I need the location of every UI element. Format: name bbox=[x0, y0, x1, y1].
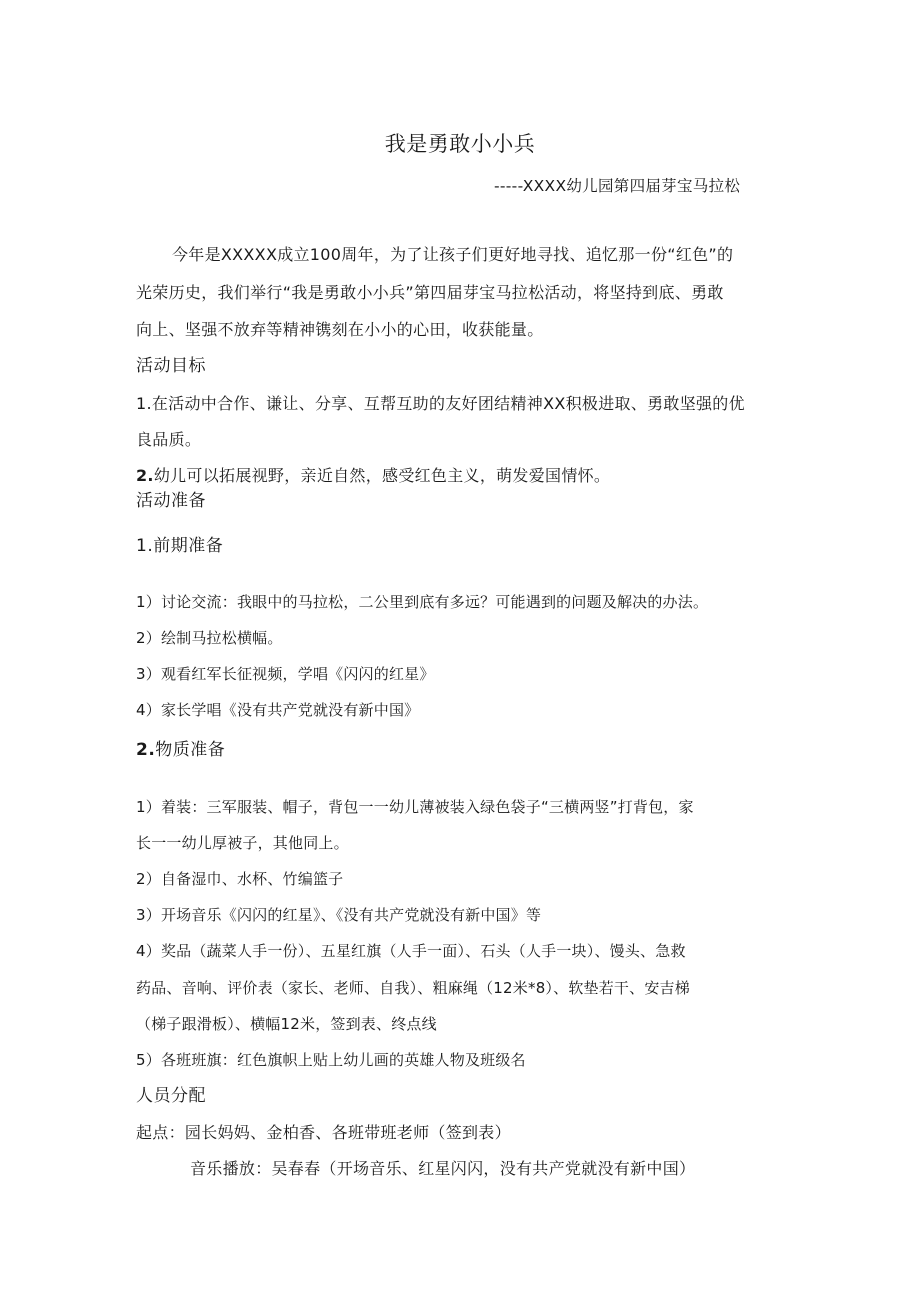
goal-2-number: 2. bbox=[136, 466, 154, 485]
prep-2-item-3: 3）开场音乐《闪闪的红星》、《没有共产党就没有新中国》等 bbox=[136, 906, 542, 924]
goal-1-line-1: 1.在活动中合作、谦让、分享、互帮互助的友好团结精神XX积极进取、勇敢坚强的优 bbox=[136, 394, 745, 413]
intro-line-2: 光荣历史，我们举行“我是勇敢小小兵”第四届芽宝马拉松活动，将坚持到底、勇敢 bbox=[136, 283, 724, 302]
prep-2-heading bbox=[136, 740, 225, 760]
prep-2-item-2: 2）自备湿巾、水杯、竹编篮子 bbox=[136, 870, 344, 888]
prep-2-number: 2. bbox=[136, 740, 156, 760]
goal-2-text: 幼儿可以拓展视野，亲近自然，感受红色主义，萌发爱国情怀。 bbox=[153, 466, 611, 485]
intro-line-3: 向上、坚强不放弃等精神镌刻在小小的心田，收获能量。 bbox=[136, 320, 544, 339]
prep-2-item-1b: 长一一幼儿厚被子，其他同上。 bbox=[136, 834, 349, 852]
prep-1-item-3: 3）观看红军长征视频，学唱《闪闪的红星》 bbox=[136, 665, 435, 683]
staff-line-1: 起点：园长妈妈、金柏香、各班带班老师（签到表） bbox=[136, 1123, 511, 1142]
goals-heading: 活动目标 bbox=[136, 356, 206, 376]
prep-2-text: 物质准备 bbox=[155, 740, 226, 760]
prep-heading: 活动准备 bbox=[136, 491, 206, 511]
prep-1-item-2: 2）绘制马拉松横幅。 bbox=[136, 629, 283, 647]
prep-2-item-5: 5）各班班旗：红色旗帜上贴上幼儿画的英雄人物及班级名 bbox=[136, 1051, 526, 1069]
intro-line-1: 今年是XXXXX成立100周年，为了让孩子们更好地寻找、追忆那一份“红色”的 bbox=[172, 245, 734, 264]
page-subtitle: -----XXXX幼儿园第四届芽宝马拉松 bbox=[494, 177, 741, 195]
prep-1-heading: 1.前期准备 bbox=[136, 536, 224, 556]
staff-heading: 人员分配 bbox=[136, 1086, 206, 1106]
goal-1-line-2: 良品质。 bbox=[136, 430, 202, 449]
prep-2-item-4c: （梯子跟滑板）、横幅12米，签到表、终点线 bbox=[136, 1015, 437, 1033]
prep-2-item-4a: 4）奖品（蔬菜人手一份）、五星红旗（人手一面）、石头（人手一块）、馒头、急救 bbox=[136, 942, 686, 960]
prep-1-item-4: 4）家长学唱《没有共产党就没有新中国》 bbox=[136, 701, 420, 719]
prep-1-item-1: 1）讨论交流：我眼中的马拉松，二公里到底有多远？可能遇到的问题及解决的办法。 bbox=[136, 593, 709, 611]
prep-2-item-1a: 1）着装：三军服装、帽子，背包一一幼儿薄被装入绿色袋子“三横两竖”打背包，家 bbox=[136, 798, 694, 816]
goal-2 bbox=[136, 466, 610, 486]
staff-line-2: 音乐播放：吴春春（开场音乐、红星闪闪，没有共产党就没有新中国） bbox=[190, 1159, 696, 1178]
prep-2-item-4b: 药品、音响、评价表（家长、老师、自我）、粗麻绳（12米*8）、软垫若干、安吉梯 bbox=[136, 979, 690, 997]
page-title: 我是勇敢小小兵 bbox=[384, 132, 536, 156]
